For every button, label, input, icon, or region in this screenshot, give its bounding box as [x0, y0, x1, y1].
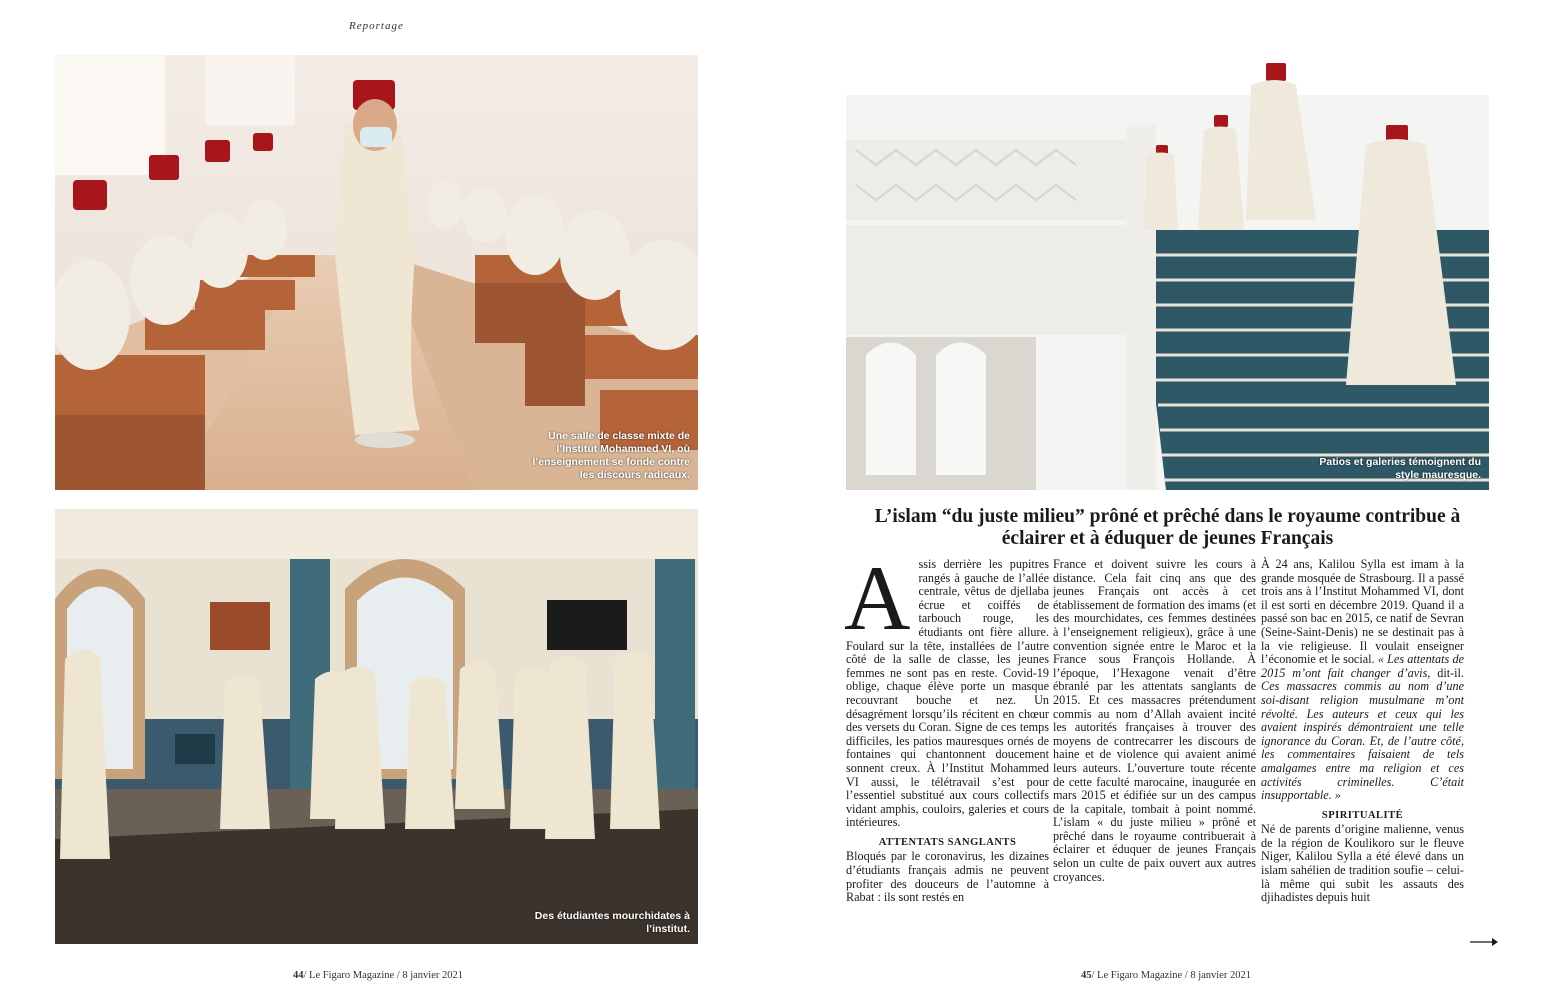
folio-text: / Le Figaro Magazine / 8 janvier 2021	[1091, 970, 1251, 981]
article-quote: « Les attentats de 2015 m’ont fait changer d’avis,	[1261, 652, 1465, 680]
section-label: Reportage	[349, 20, 404, 32]
hall-caption: Des étudiantes mourchidates à l’institut.	[534, 910, 690, 935]
arrow-right-icon	[1470, 936, 1498, 948]
article-paragraph: Bloqués par le coronavirus, les dizaines d’étudiants français admis ne peuvent profiter des douceurs de l’automne à Rabat : ils sont restés en	[846, 849, 1049, 905]
page-number: 45	[1081, 970, 1092, 981]
article-paragraph: ssis derrière les pupitres rangés à gauche de l’allée centrale, vêtus de djellaba écrue et coiffés de tarbouch rouge, les étudiants ont fière allure. Foulard sur la tête, installées de l’autre côté de la salle de classe, les jeunes femmes ne sont pas en reste. Covid-19 oblige, chaque élève porte un masque recouvrant bouche et nez. Un désagrément lorsqu’ils récitent en chœur des versets du Coran. Signe de ces temps difficiles, les patios mauresques ornés de fontaines qui chantonnent doucement sonnent creux. À l’Institut Mohammed VI aussi, le télétravail s’est pour l’essentiel substitué aux cours collectifs vidant amphis, couloirs, galeries et cours intérieures.	[846, 557, 1049, 830]
article-paragraph: France et doivent suivre les cours à distance. Cela fait cinq ans que des jeunes Français ont accès à cet établissement de formation des imams (et des mourchidates, ces femmes destinées à l’enseignement religieux), grâce à une convention signée entre le Maroc et la France sous François Hollande. À l’époque, l’Hexagone venait d’être ébranlé par les attentats sanglants de 2015. Et ces massacres prétendument commis au nom d’Allah avaient incité les autorités françaises à trouver des moyens de contrecarrer les discours de haine et de violence qui avaient animé leurs auteurs. L’ouverture toute récente de cette faculté marocaine, inaugurée en mars 2015 et édifiée sur un des campus de la capitale, tombait à point nommé. L’islam « du juste milieu » prôné et prêché dans le royaume contribuerait à éclairer et éduquer de jeunes Français selon un culte de paix ouvert aux autres croyances.	[1053, 557, 1256, 884]
folio-right	[1081, 970, 1251, 981]
article-paragraph	[1261, 558, 1464, 803]
article-headline: L’islam “du juste milieu” prôné et prêché dans le royaume contribue à éclairer et à éduquer de jeunes Français	[874, 506, 1461, 549]
article-paragraph: Né de parents d’origine malienne, venus de la région de Koulikoro sur le fleuve Niger, Kalilou Sylla a été élevé dans un islam sahélien de tradition soufie – celui-là même qui subit les assauts des djihadistes depuis huit	[1261, 822, 1464, 905]
subheading-attentats: ATTENTATS SANGLANTS	[878, 836, 1017, 848]
classroom-photo	[55, 55, 698, 490]
classroom-illustration	[55, 55, 698, 490]
article-column-3	[1261, 558, 1464, 905]
article-quote: Ces massacres commis au nom d’une soi-disant religion musulmane m’ont révolté. Les auteurs et ceux qui les avaient inspirés démontraient une telle ignorance du Coran. Et, de l’autre côté, les commentaires faisaient de tels amalgames entre ma religion et ces activités criminelles. C’était insupportable. »	[1261, 679, 1464, 803]
folio-left	[293, 970, 463, 981]
folio-text: / Le Figaro Magazine / 8 janvier 2021	[303, 970, 463, 981]
staircase-caption: Patios et galeries témoignent du style mauresque.	[1319, 456, 1481, 481]
drop-cap: A	[844, 547, 911, 649]
page-number: 44	[293, 970, 304, 981]
staircase-illustration	[846, 55, 1489, 490]
hall-photo	[55, 509, 698, 944]
article-column-2	[1053, 558, 1256, 884]
subheading-spiritualite: SPIRITUALITÉ	[1321, 809, 1404, 821]
classroom-caption: Une salle de classe mixte de l’Institut Mohammed VI, où l’enseignement se fonde contre les discours radicaux.	[532, 430, 690, 481]
staircase-photo	[846, 55, 1489, 490]
article-text: dit-il.	[1430, 665, 1464, 680]
article-column-1	[844, 547, 1049, 905]
hall-illustration	[55, 509, 698, 944]
article-text: À 24 ans, Kalilou Sylla est imam à la grande mosquée de Strasbourg. Il a passé trois ans à l’Institut Mohammed VI, dont il est sorti en décembre 2019. Quand il a passé son bac en 2015, ce natif de Sevran (Seine-Saint-Denis) ne se destinait pas à la vie religieuse. Il voulait enseigner l’économie et le social.	[1261, 557, 1464, 667]
